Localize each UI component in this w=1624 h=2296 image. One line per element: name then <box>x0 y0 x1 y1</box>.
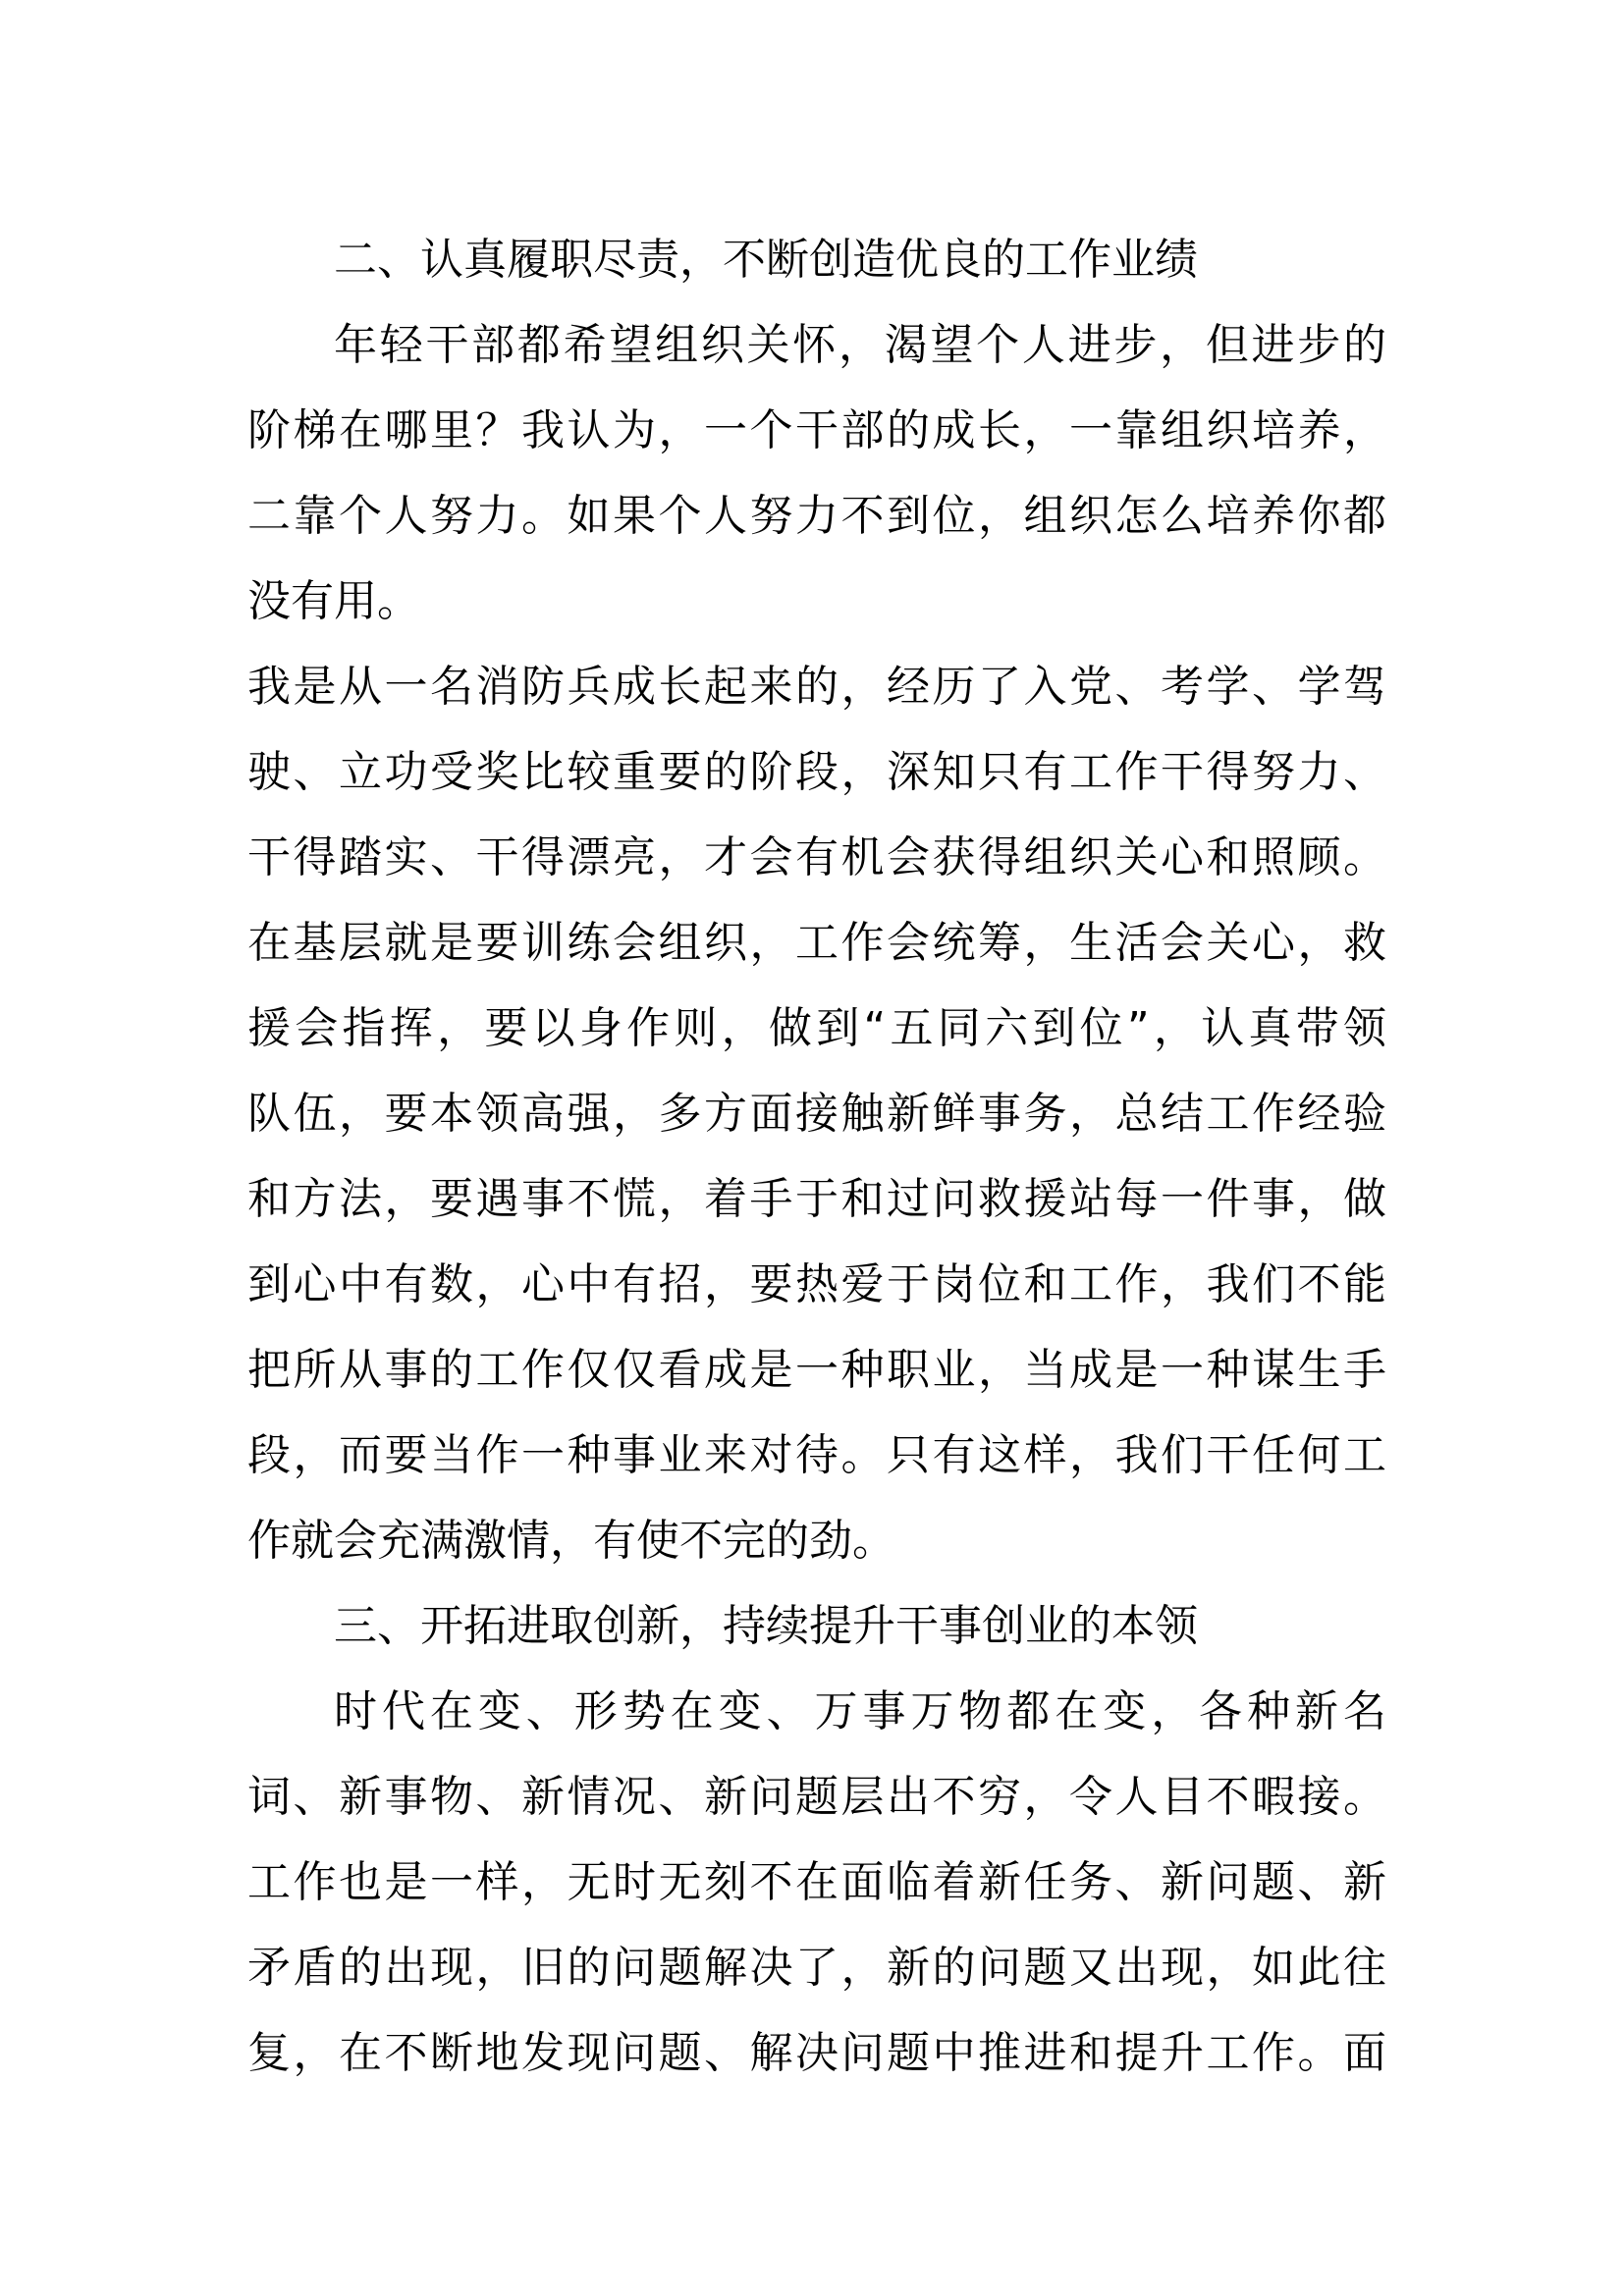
text-line: 阶梯在哪里？我认为，一个干部的成长，一靠组织培养， <box>247 405 1386 455</box>
text-line: 二靠个人努力。如果个人努力不到位，组织怎么培养你都 <box>247 491 1386 541</box>
body-text <box>247 217 1386 2096</box>
text-line: 矛盾的出现，旧的问题解决了，新的问题又出现，如此往 <box>247 1943 1386 1993</box>
text-line: 到心中有数，心中有招，要热爱于岗位和工作，我们不能 <box>247 1259 1386 1309</box>
text-line: 复，在不断地发现问题、解决问题中推进和提升工作。面 <box>247 2028 1386 2078</box>
text-line: 驶、立功受奖比较重要的阶段，深知只有工作干得努力、 <box>247 747 1386 797</box>
text-line: 在基层就是要训练会组织，工作会统筹，生活会关心，救 <box>247 918 1386 968</box>
text-line: 我是从一名消防兵成长起来的，经历了入党、考学、学驾 <box>247 662 1386 712</box>
text-line: 没有用。 <box>247 576 420 626</box>
text-line: 词、新事物、新情况、新问题层出不穷，令人目不暇接。 <box>247 1772 1386 1822</box>
text-line: 队伍，要本领高强，多方面接触新鲜事务，总结工作经验 <box>247 1089 1386 1139</box>
text-line: 干得踏实、干得漂亮，才会有机会获得组织关心和照顾。 <box>247 832 1386 882</box>
text-line: 三、开拓进取创新，持续提升干事创业的本领 <box>334 1601 1198 1651</box>
text-line: 段，而要当作一种事业来对待。只有这样，我们干任何工 <box>247 1430 1386 1480</box>
text-line: 和方法，要遇事不慌，着手于和过问救援站每一件事，做 <box>247 1174 1386 1224</box>
text-line: 二、认真履职尽责，不断创造优良的工作业绩 <box>334 235 1198 285</box>
text-line: 时代在变、形势在变、万事万物都在变，各种新名 <box>334 1686 1386 1736</box>
text-line: 把所从事的工作仅仅看成是一种职业，当成是一种谋生手 <box>247 1345 1386 1395</box>
text-line: 援会指挥，要以身作则，做到“五同六到位”，认真带领 <box>247 1003 1386 1053</box>
text-line: 年轻干部都希望组织关怀，渴望个人进步，但进步的 <box>334 320 1386 370</box>
text-line: 作就会充满激情，有使不完的劲。 <box>247 1516 895 1566</box>
text-line: 工作也是一样，无时无刻不在面临着新任务、新问题、新 <box>247 1857 1386 1907</box>
